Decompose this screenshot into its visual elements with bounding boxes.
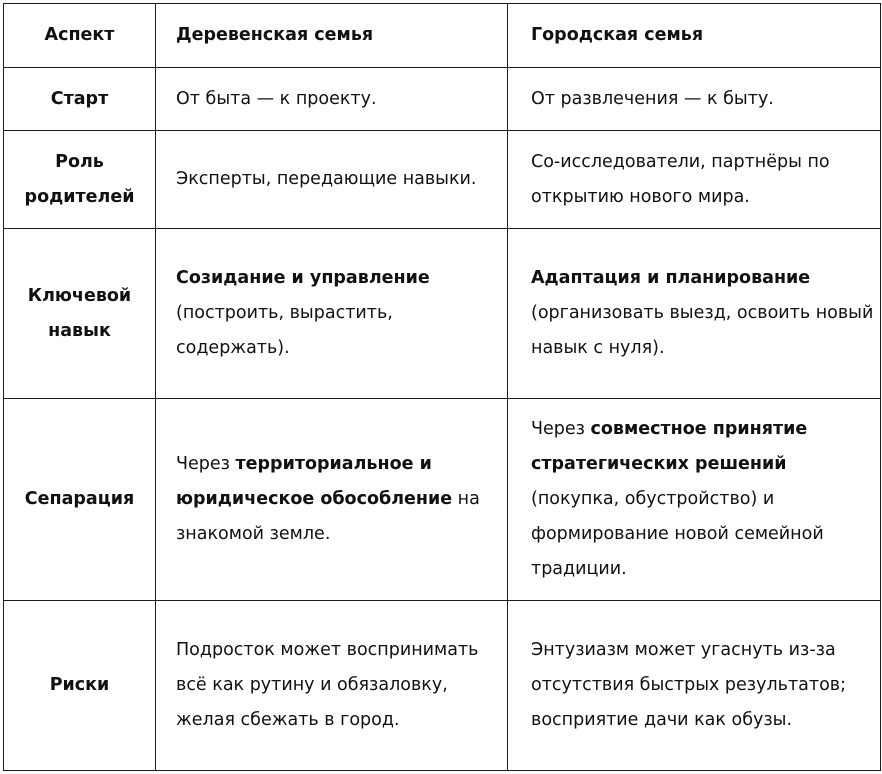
cell-text: Со-исследователи, партнёры по открытию нового мира. (531, 151, 830, 207)
cell-text: (организовать выезд, освоить новый навык с нуля). (531, 303, 874, 358)
cell-emphasis: Адаптация и планирование (531, 268, 811, 288)
header-aspect: Аспект (4, 4, 156, 68)
cell-text: От развлечения — к быту. (531, 88, 774, 109)
cell-text: Энтузиазм может угаснуть из-за отсутствия быстрых результатов; восприятие дачи как обузы. (531, 640, 846, 730)
city-cell (508, 68, 881, 131)
header-village-family: Деревенская семья (156, 4, 508, 68)
cell-emphasis: Созидание и управление (176, 268, 430, 288)
cell-text: Через (176, 454, 236, 474)
table-row (4, 131, 881, 229)
cell-text: Подросток может воспринимать всё как рутину и обязаловку, желая сбежать в город. (176, 640, 479, 730)
village-cell (156, 601, 508, 771)
cell-text: (покупка, обустройство) и формирование новой семейной традиции. (531, 489, 824, 579)
row-aspect: Риски (4, 601, 156, 771)
row-aspect: Роль родителей (4, 131, 156, 229)
comparison-table (3, 3, 881, 771)
cell-text: Эксперты, передающие навыки. (176, 169, 477, 189)
header-city-family: Городская семья (508, 4, 881, 68)
row-aspect: Сепарация (4, 399, 156, 601)
city-cell (508, 131, 881, 229)
village-cell (156, 68, 508, 131)
village-cell (156, 399, 508, 601)
row-aspect: Старт (4, 68, 156, 131)
cell-text: Через (531, 419, 591, 439)
table-row (4, 68, 881, 131)
table-row (4, 229, 881, 399)
cell-text: (построить, вырастить, содержать). (176, 303, 393, 358)
table-row (4, 399, 881, 601)
cell-text: От быта — к проекту. (176, 88, 377, 109)
cell-text: на знакомой земле. (176, 489, 480, 544)
cell-emphasis: территориальное и юридическое обособление (176, 454, 453, 509)
row-aspect: Ключевой навык (4, 229, 156, 399)
city-cell (508, 601, 881, 771)
table-row (4, 601, 881, 771)
village-cell (156, 131, 508, 229)
cell-emphasis: совместное принятие стратегических решений (531, 419, 808, 474)
city-cell (508, 399, 881, 601)
village-cell (156, 229, 508, 399)
city-cell (508, 229, 881, 399)
table-header-row (4, 4, 881, 68)
